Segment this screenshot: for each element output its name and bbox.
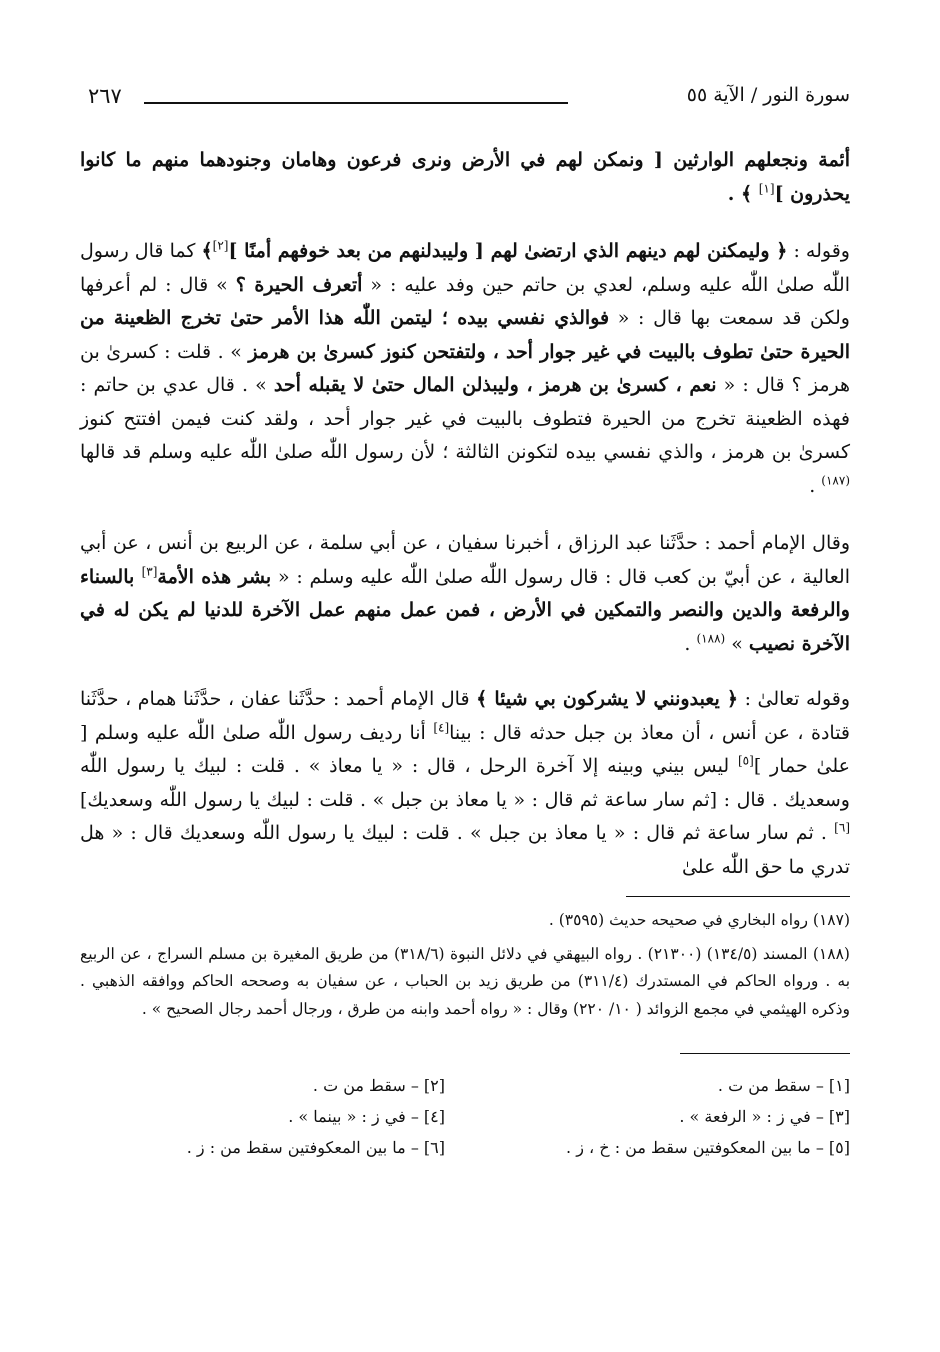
reference-marker: [٢] bbox=[212, 238, 229, 253]
text-run: » bbox=[725, 632, 749, 655]
reference-marker: (١٨٧) bbox=[821, 473, 850, 488]
paragraph-3 bbox=[80, 527, 850, 661]
bold-text-run: ﴿ يعبدونني لا يشركون بي شيئا ﴾ bbox=[476, 688, 739, 710]
note-5: [٥] – ما بين المعكوفتين سقط من : خ ، ز . bbox=[566, 1138, 850, 1157]
running-title: سورة النور / الآية ٥٥ bbox=[686, 84, 850, 106]
footnotes bbox=[80, 907, 850, 1023]
reference-marker: [٥] bbox=[737, 753, 754, 768]
text-run: . bbox=[809, 474, 822, 497]
footnote-188: (١٨٨) المسند (١٣٤/٥) (٢١٣٠٠) . رواه البيهقي في دلائل النبوة (٣١٨/٦) من طريق المغيرة بن مسلم السراج ، عن الربيع به . ورواه الحاكم في المستدرك (٣١١/٤) من طريق زيد بن الحباب ، عن سفيان به وصححه الحاكم ووافقه الذهبي . وذكره الهيثمي في مجمع الزوائد ( ١٠/ ٢٢٠) وقال : « رواه أحمد وابنه من طرق ، ورجال أحمد رجال الصحيح » . bbox=[80, 944, 851, 1018]
note-6: [٦] – ما بين المعكوفتين سقط من : ز . bbox=[186, 1138, 445, 1157]
bold-text-run: بالسناء والرفعة والدين والنصر والتمكين في الأرض ، فمن عمل منهم عمل الآخرة للدنيا لم يكن له في الآخرة نصيب bbox=[80, 565, 850, 655]
reference-marker: [٣] bbox=[141, 564, 158, 579]
text-run: . bbox=[684, 632, 697, 655]
paragraph-4 bbox=[80, 683, 850, 884]
text-run: أنا رديف رسول اللّٰه صلىٰ اللّٰه عليه وسلم [ علىٰ حمار ] bbox=[80, 721, 850, 777]
book-page bbox=[80, 78, 850, 1163]
notes-divider bbox=[680, 1053, 850, 1054]
text-run: وقوله : bbox=[787, 240, 850, 262]
reference-marker: [١] bbox=[758, 181, 775, 196]
paragraph-2 bbox=[80, 235, 850, 503]
text-run: » . قال عدي بن حاتم : فهذه الظعينة تخرج من الحيرة فتطوف بالبيت في غير جوار أحد ، ولقد كنت فيمن افتتح كنوز كسرىٰ بن هرمز ، والذي نفسي بيده لتكونن الثالثة ؛ لأن رسول اللّٰه صلىٰ اللّٰه عليه وسلم قد قالها bbox=[80, 374, 850, 463]
bold-text-run: أئمة ونجعلهم الوارثين [ ونمكن لهم في الأرض ونرى فرعون وهامان وجنودهما منهم ما كانوا يحذرون ] bbox=[80, 149, 850, 205]
text-run: » قال : لم أعرفها ولكن قد سمعت بها قال : « bbox=[80, 273, 850, 329]
text-run: كما قال رسول اللّٰه صلىٰ اللّٰه عليه وسلم، لعدي بن حاتم حين وفد عليه : « bbox=[80, 240, 851, 296]
reference-marker: (١٨٨) bbox=[696, 631, 726, 646]
paragraph-1 bbox=[80, 144, 850, 211]
bold-text-run: نعم ، كسرىٰ بن هرمز ، وليبذلن المال حتىٰ لا يقبله أحد bbox=[273, 374, 717, 396]
bold-text-run: ﴾ bbox=[201, 240, 213, 262]
bold-text-run: ﴾ . bbox=[727, 182, 759, 205]
bold-text-run: أتعرف الحيرة ؟ bbox=[235, 273, 363, 296]
note-4: [٤] – في ز : « بينما » . bbox=[288, 1107, 445, 1126]
page-header bbox=[80, 78, 850, 114]
text-run: وقوله تعالىٰ : bbox=[738, 688, 851, 710]
reference-marker: [٦] bbox=[834, 820, 850, 835]
bold-text-run: ﴿ وليمكنن لهم دينهم الذي ارتضىٰ لهم [ وليبدلنهم من بعد خوفهم أمنًا ] bbox=[228, 240, 788, 262]
footnote-divider bbox=[626, 896, 850, 897]
bold-text-run: بشر هذه الأمة bbox=[157, 565, 272, 588]
variant-notes bbox=[80, 1070, 850, 1163]
reference-marker: [٤] bbox=[433, 720, 450, 735]
text-run: » . قلت : كسرىٰ بن هرمز ؟ قال : « bbox=[80, 340, 850, 396]
text-run: وقال الإمام أحمد : حدَّثَنا عبد الرزاق ، أخبرنا سفيان ، عن أبي سلمة ، عن الربيع بن أنس ، عن أبي العالية ، عن أبيّ بن كعب قال : قال رسول اللّٰه صلىٰ اللّٰه عليه وسلم : « bbox=[80, 532, 850, 588]
header-rule bbox=[144, 102, 568, 104]
note-2: [٢] – سقط من ت . bbox=[312, 1076, 445, 1095]
text-run: ليس بيني وبينه إلا آخرة الرحل ، قال : « يا معاذ » . قلت : لبيك يا رسول اللّٰه وسعديك . قال : [ثم سار ساعة ثم قال : « يا معاذ بن جبل » . قلت : لبيك يا رسول اللّٰه وسعديك] bbox=[80, 755, 850, 811]
footnote-187: (١٨٧) رواه البخاري في صحيحه حديث (٣٥٩٥) . bbox=[548, 911, 850, 929]
text-run: . ثم سار ساعة ثم قال : « يا معاذ بن جبل » . قلت : لبيك يا رسول اللّٰه وسعديك قال : « هل تدري ما حق اللّٰه علىٰ bbox=[80, 822, 850, 878]
page-number: ٢٦٧ bbox=[88, 84, 122, 108]
note-3: [٣] – في ز : « الرفعة » . bbox=[679, 1107, 850, 1126]
note-1: [١] – سقط من ت . bbox=[717, 1076, 850, 1095]
bold-text-run: فوالذي نفسي بيده ؛ ليتمن اللّٰه هذا الأمر حتىٰ تخرج الظعينة من الحيرة حتىٰ تطوف بالبيت في غير جوار أحد ، ولتفتحن كنوز كسرىٰ بن هرمز bbox=[80, 307, 850, 363]
text-run: قال الإمام أحمد : حدَّثَنا عفان ، حدَّثَنا همام ، حدَّثَنا قتادة ، عن أنس ، أن معاذ بن جبل حدثه قال : بينا bbox=[80, 688, 851, 744]
